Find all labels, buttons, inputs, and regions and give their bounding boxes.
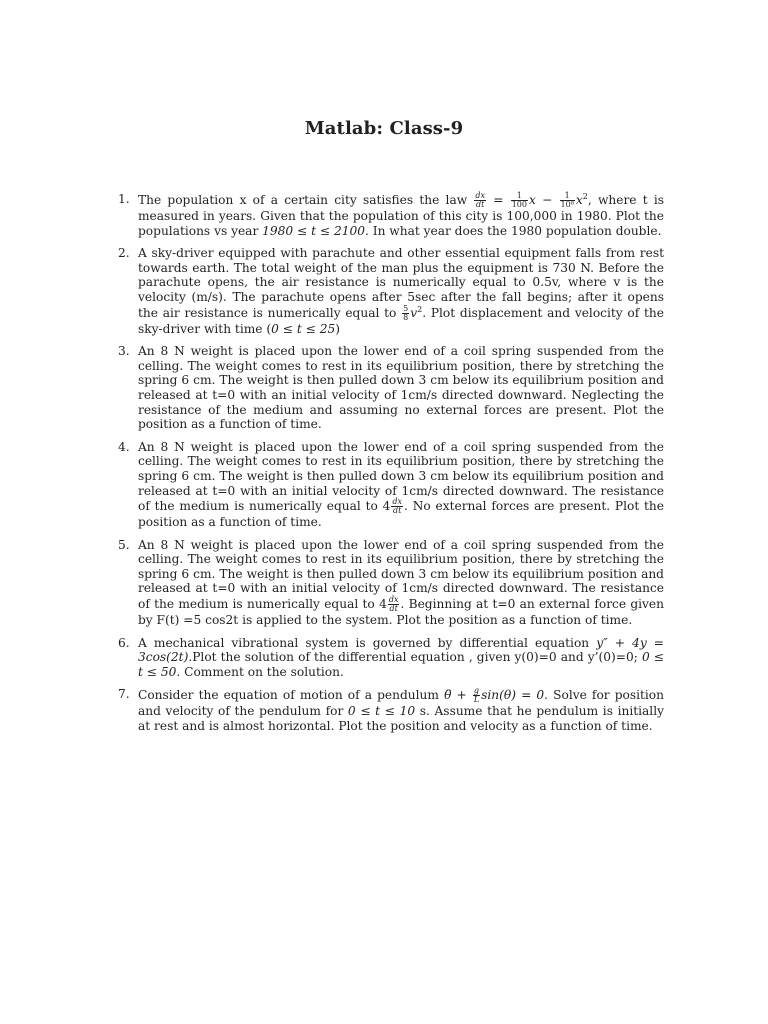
derivative-fraction bbox=[474, 192, 486, 209]
problem-text: . Comment on the solution. bbox=[176, 664, 344, 679]
problem-number: 3. bbox=[118, 344, 130, 359]
problem-text: An 8 N weight is placed upon the lower end of a coil spring suspended from the celling. The weight comes to rest in its equilibrium position, there by stretching the spring 6 cm. The weight is then pulled down 3 cm below its equilibrium position and released at t=0 with an initial velocity of 1cm/s directed downward. The resistance of the medium is numerically equal to bbox=[138, 439, 664, 514]
problem-number: 1. bbox=[118, 192, 130, 206]
math-range: 0 ≤ t ≤ 25 bbox=[271, 321, 336, 336]
problem-item-5 bbox=[118, 538, 664, 628]
problem-item-6 bbox=[118, 636, 664, 680]
fraction-denominator: 10⁸ bbox=[560, 200, 574, 209]
derivative-fraction bbox=[391, 498, 403, 515]
math-variable: x bbox=[528, 193, 536, 207]
math-variable: x bbox=[575, 193, 583, 207]
math-range: 0 ≤ t ≤ 50 bbox=[138, 650, 664, 679]
problem-text: An 8 N weight is placed upon the lower end of a coil spring suspended from the celling. The weight comes to rest in its equilibrium position, there by stretching the spring 6 cm. The weight is then pulled down 3 cm below its equilibrium position and released at t=0 with an initial velocity of 1cm/s directed downward. Neglecting the resistance of the medium and assuming no external forces are present. Plot the position as a function of time. bbox=[138, 344, 664, 432]
exponent: 2 bbox=[417, 304, 423, 314]
coefficient-fraction bbox=[560, 192, 575, 209]
math-variable: v bbox=[410, 305, 418, 320]
problem-text: . Solve for position and velocity of the pendulum for bbox=[138, 688, 664, 719]
math-range: 0 ≤ t ≤ 10 bbox=[347, 704, 416, 719]
problem-number: 4. bbox=[118, 439, 130, 454]
exponent: 2 bbox=[582, 191, 588, 201]
minus-sign: − bbox=[535, 193, 559, 207]
math-expression: sin(θ) = 0 bbox=[481, 688, 545, 703]
fraction-denominator: dt bbox=[393, 506, 402, 516]
problem-text: s. Assume that he pendulum is initially at rest and is almost horizontal. Plot the position and velocity as a function of time. bbox=[138, 704, 664, 734]
document-title: Matlab: Class-9 bbox=[304, 118, 464, 139]
fraction-denominator: dt bbox=[476, 200, 485, 209]
problem-text: The population x of a certain city satisfies the law bbox=[138, 193, 474, 207]
problem-text: A sky-driver equipped with parachute and other essential equipment falls from rest towards earth. The total weight of the man plus the equipment is 730 N. Before the parachute opens, the air resistance is numerically equal to 0.5v, where v is the velocity (m/s). The parachute opens after 5sec after the fall begins; after it opens the air resistance is numerically equal to bbox=[138, 246, 664, 320]
fraction-numerator: dx bbox=[475, 191, 486, 200]
problem-text: . In what year does the 1980 population double. bbox=[365, 223, 662, 238]
problem-number: 5. bbox=[118, 537, 130, 552]
fraction-numerator: 1 bbox=[560, 192, 575, 201]
problem-text: An 8 N weight is placed upon the lower end of a coil spring suspended from the celling. The weight comes to rest in its equilibrium position, there by stretching the spring 6 cm. The weight is then pulled down 3 cm below its equilibrium position and released at t=0 with an initial velocity of 1cm/s directed downward. The resistance of the medium is numerically equal to bbox=[138, 537, 664, 612]
g-over-l-fraction bbox=[473, 687, 480, 704]
problem-text: Consider the equation of motion of a pendulum bbox=[138, 688, 445, 703]
problem-item-4 bbox=[118, 440, 664, 530]
problem-number: 7. bbox=[118, 687, 130, 702]
differential-equation: y″ + 4y = 3cos(2t) bbox=[138, 635, 665, 665]
problem-item-7 bbox=[118, 687, 664, 733]
coefficient-fraction bbox=[511, 192, 528, 209]
fraction-numerator: dx bbox=[392, 497, 403, 507]
problem-number: 6. bbox=[118, 635, 130, 650]
problem-text: . Plot displacement and velocity of the sky-driver with time ( bbox=[138, 305, 664, 336]
math-range: 1980 ≤ t ≤ 2100 bbox=[262, 223, 366, 238]
problem-item-1 bbox=[118, 192, 664, 238]
math-variable: θ̈ bbox=[444, 688, 452, 703]
problem-text: . No external forces are present. Plot the position as a function of time. bbox=[138, 499, 664, 530]
problem-text: A mechanical vibrational system is governed by differential equation bbox=[138, 635, 597, 650]
fraction-numerator: g bbox=[473, 686, 480, 696]
coefficient: 4 bbox=[382, 499, 391, 514]
problem-list bbox=[118, 192, 664, 742]
fraction-denominator: dt bbox=[389, 604, 398, 614]
problem-item-2 bbox=[118, 246, 664, 336]
equals-sign: = bbox=[487, 193, 510, 207]
problem-item-3 bbox=[118, 344, 664, 432]
fraction-denominator: 8 bbox=[403, 312, 409, 322]
coefficient: 4 bbox=[379, 597, 387, 612]
fraction-denominator: 100 bbox=[511, 200, 527, 209]
fraction-numerator: 5 bbox=[403, 303, 409, 313]
problem-number: 2. bbox=[118, 246, 130, 261]
derivative-fraction bbox=[388, 596, 400, 613]
coefficient-fraction bbox=[402, 305, 409, 322]
fraction-numerator: dx bbox=[388, 595, 399, 605]
fraction-numerator: 1 bbox=[511, 192, 528, 201]
fraction-denominator: L bbox=[473, 695, 480, 705]
plus-sign: + bbox=[451, 688, 472, 703]
problem-text: . Beginning at t=0 an external force given by F(t) =5 cos2t is applied to the system. Plot the position as a function of time. bbox=[138, 597, 664, 628]
problem-text: ) bbox=[335, 321, 340, 336]
problem-text: .Plot the solution of the differential equation , given y(0)=0 and y’(0)=0; bbox=[188, 650, 642, 665]
problem-text: , where t is measured in years. Given that the population of this city is 100,000 in 1980. Plot the populations vs year bbox=[138, 193, 665, 238]
